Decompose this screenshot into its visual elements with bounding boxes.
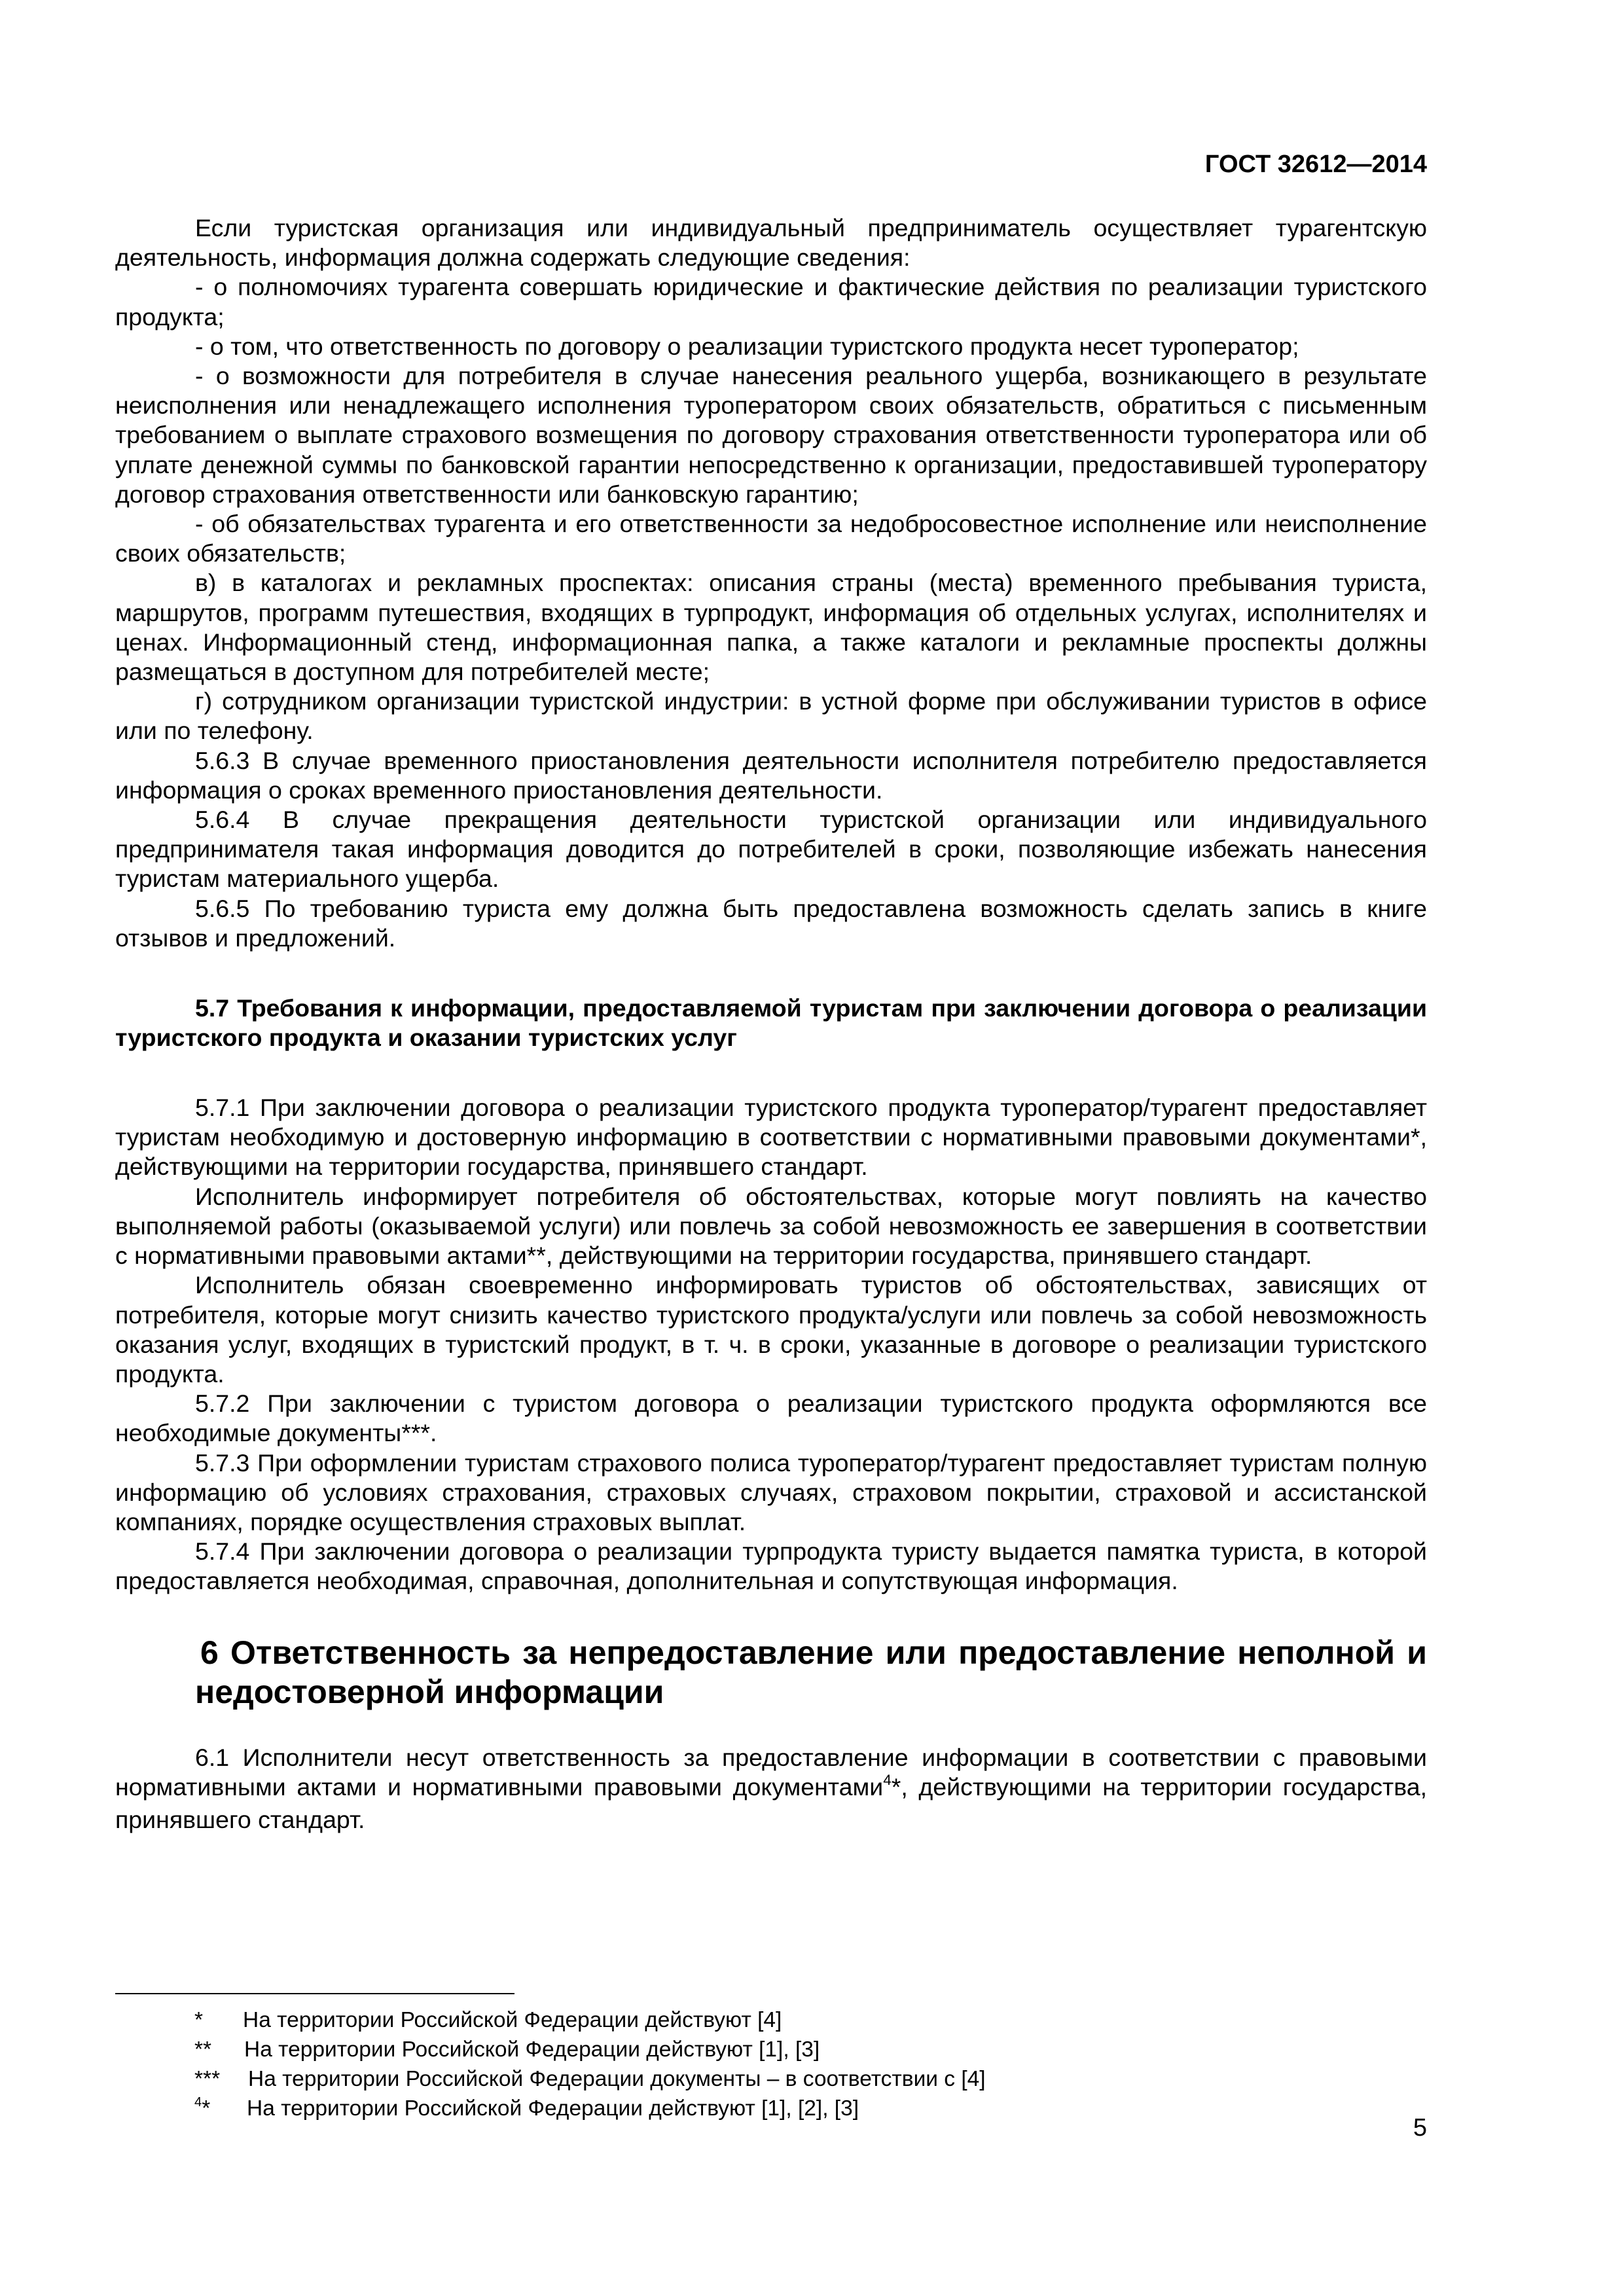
paragraph: - об обязательствах турагента и его ответственности за недобросовестное исполнение или неисполнение своих обязательств; xyxy=(115,510,1427,567)
paragraph: 5.7.4 При заключении договора о реализации турпродукта туристу выдается памятка туриста, в которой предоставляется необходимая, справочная, дополнительная и сопутствующая информация. xyxy=(115,1537,1427,1595)
paragraph: 5.7.3 При оформлении туристам страхового полиса туроператор/турагент предоставляет туристам полную информацию об условиях страхования, страховых случаях, страховом покрытии, страховой и ассистанской компаниях, порядке осуществления страховых выплат. xyxy=(115,1448,1427,1535)
footnote-mark: ** xyxy=(194,2037,212,2062)
paragraph: 5.7.1 При заключении договора о реализации туристского продукта туроператор/турагент предоставляет туристам необходимую и достоверную информацию в соответствии с нормативными правовыми документами*, действующими на территории государства, принявшего стандарт. xyxy=(115,1094,1427,1181)
paragraph: - о полномочиях турагента совершать юридические и фактические действия по реализации туристского продукта; xyxy=(115,273,1427,331)
footnote-mark-star: * xyxy=(202,2096,211,2121)
footnotes xyxy=(194,2005,986,2126)
footnote-mark: * xyxy=(194,2008,204,2032)
document-body xyxy=(115,213,1427,1835)
footnote-mark-superscript: 4 xyxy=(194,2094,202,2109)
paragraph: Исполнитель информирует потребителя об обстоятельствах, которые могут повлиять на качество выполняемой работы (оказываемой услуги) или повлечь за собой невозможность ее завершения в соответствии с нормативными правовыми актами**, действующими на территории государства, принявшего стандарт. xyxy=(115,1182,1427,1270)
paragraph: в) в каталогах и рекламных проспектах: описания страны (места) временного пребывания туриста, маршрутов, программ путешествия, входящих в турпродукт, информация об отдельных услугах, исполнителях и ценах. Информационный стенд, информационная папка, а также каталоги и рекламные проспекты должны размещаться в доступном для потребителей месте; xyxy=(115,569,1427,686)
footnote-mark xyxy=(194,2094,247,2126)
footnote-text: На территории Российской Федерации действуют [4] xyxy=(243,2008,782,2032)
paragraph-6-1-text: 6.1 Исполнители несут ответственность за предоставление информации в соответствии с правовыми нормативными актами и нормативными правовыми документами xyxy=(115,1743,1427,1801)
paragraph: Исполнитель обязан своевременно информировать туристов об обстоятельствах, зависящих от потребителя, которые могут снизить качество туристского продукта/услуги или повлечь за собой невозможность оказания услуг, входящих в туристский продукт, в т. ч. в сроки, указанные в договоре о реализации туристского продукта. xyxy=(115,1271,1427,1388)
paragraph: - о том, что ответственность по договору о реализации туристского продукта несет туроператор; xyxy=(195,332,1299,360)
paragraph: - о возможности для потребителя в случае нанесения реального ущерба, возникающего в результате неисполнения или ненадлежащего исполнения туроператором своих обязательств, обратиться с письменным требованием о выплате страхового возмещения по договору страхования ответственности туроператора или об уплате денежной суммы по банковской гарантии непосредственно к организации, предоставившей туроператору договор страхования ответственности или банковскую гарантию; xyxy=(115,362,1427,508)
paragraph-6-1-text-end: *, действующими на территории государства, принявшего стандарт. xyxy=(115,1772,1427,1833)
paragraph: Если туристская организация или индивидуальный предприниматель осуществляет турагентскую деятельность, информация должна содержать следующие сведения: xyxy=(115,214,1427,272)
footnote-text: На территории Российской Федерации действуют [1], [3] xyxy=(244,2037,820,2062)
document-header-id: ГОСТ 32612—2014 xyxy=(1204,151,1427,178)
paragraph-6-1 xyxy=(115,1743,1427,1835)
footnote-text: На территории Российской Федерации действуют [1], [2], [3] xyxy=(247,2096,859,2121)
section-5-7-heading: 5.7 Требования к информации, предоставляемой туристам при заключении договора о реализации туристского продукта и оказании туристских услуг xyxy=(115,994,1427,1052)
footnote-text: На территории Российской Федерации документы – в соответствии с [4] xyxy=(248,2067,986,2091)
footnote-mark: *** xyxy=(194,2067,221,2091)
paragraph: 5.6.4 В случае прекращения деятельности туристской организации или индивидуального предпринимателя такая информация доводится до потребителей в сроки, позволяющие избежать нанесения туристам материального ущерба. xyxy=(115,806,1427,893)
section-6-heading: 6 Ответственность за непредоставление или предоставление неполной и недостоверной информации xyxy=(195,1634,1427,1710)
footnote-separator xyxy=(115,1993,514,1994)
paragraph: 5.7.2 При заключении с туристом договора о реализации туристского продукта оформляются все необходимые документы***. xyxy=(115,1390,1427,1447)
page-number: 5 xyxy=(1413,2114,1427,2142)
paragraph: 5.6.5 По требованию туриста ему должна быть предоставлена возможность сделать запись в книге отзывов и предложений. xyxy=(115,894,1427,952)
paragraph: г) сотрудником организации туристской индустрии: в устной форме при обслуживании туристов в офисе или по телефону. xyxy=(115,687,1427,745)
footnote xyxy=(194,2035,986,2064)
footnote xyxy=(194,2005,986,2035)
footnote xyxy=(194,2094,986,2126)
paragraph: 5.6.3 В случае временного приостановления деятельности исполнителя потребителю предоставляется информация о сроках временного приостановления деятельности. xyxy=(115,746,1427,804)
footnote xyxy=(194,2064,986,2094)
footnote-ref-superscript: 4 xyxy=(883,1771,892,1788)
